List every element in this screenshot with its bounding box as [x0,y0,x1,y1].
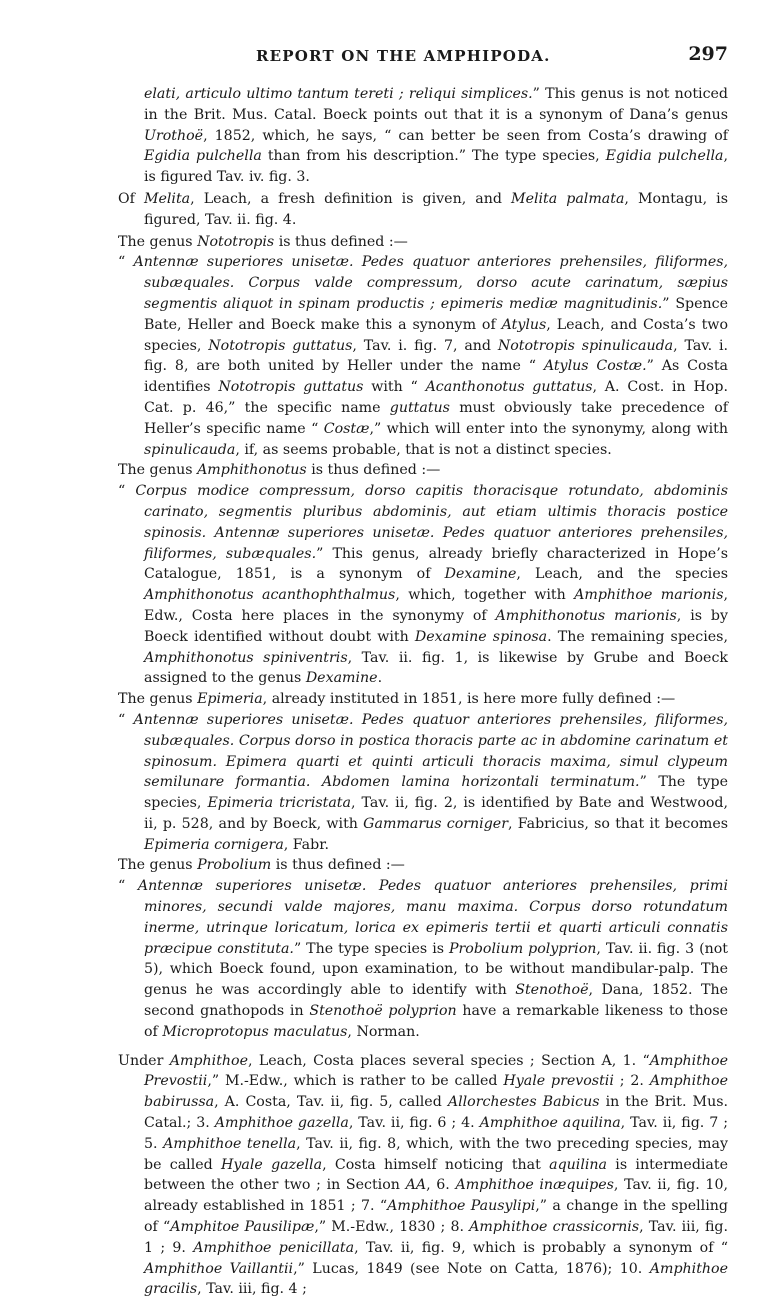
paragraph-nototropis-definition: “ Antennæ superiores unisetæ. Pedes quatuor anteriores prehensiles, filiformes, subæquales. Corpus valde compressum, dorso acute carinatum, sæpius segmentis aliquot in spinam productis ; epimeris mediæ magnitudinis.” Spence Bate, Heller and Boeck make this a synonym of Atylus, Leach, and Costa’s two species, Nototropis guttatus, Tav. i. fig. 7, and Nototropis spinulicauda, Tav. i. fig. 8, are both united by Heller under the name “ Atylus Costæ.” As Costa identifies Nototropis guttatus with “ Acanthonotus guttatus, A. Cost. in Hop. Cat. p. 46,” the specific name guttatus must obviously take precedence of Heller’s specific name “ Costæ,” which will enter into the synonymy, along with spinulicauda, if, as seems probable, that is not a distinct species. [118,254,729,458]
paragraph-epimeria-definition: “ Antennæ superiores unisetæ. Pedes quatuor anteriores prehensiles, filiformes, subæquales. Corpus dorso in postica thoracis parte ac in abdomine carinatum et spinosum. Epimera quarti et quinti articuli thoracis maxima, simul clypeum semilunare formantia. Abdomen lamina horizontali terminatum.” The type species, Epimeria tricristata, Tav. ii, fig. 2, is identified by Bate and Westwood, ii, p. 528, and by Boeck, with Gammarus corniger, Fabricius, so that it becomes Epimeria cornigera, Fabr. [118,711,729,853]
paragraph-probolium-definition: “ Antennæ superiores unisetæ. Pedes quatuor anteriores prehensiles, primi minores, secundi valde majores, manu maxima. Corpus dorso rotundatum inerme, utrinque loricatum, lorica ex epimeris tertii et quarti articuli connatis præcipue constituta.” The type species is Probolium polyprion, Tav. ii. fig. 3 (not 5), which Boeck found, upon examination, to be without mandibular-palp. The genus he was accordingly able to identify with Stenothoë, Dana, 1852. The second gnathopods in Stenothoë polyprion have a remarkable likeness to those of Microprotopus maculatus, Norman. [118,878,729,1040]
page-body [118,84,728,1300]
page-number: 297 [688,43,728,65]
heading-nototropis: The genus Nototropis is thus defined :— [118,233,408,250]
running-title: REPORT ON THE AMPHIPODA. [256,47,551,65]
paragraph-amphithoe-species: Under Amphithoe, Leach, Costa places several species ; Section A, 1. “Amphithoe Prevostii,” M.-Edw., which is rather to be called Hyale prevostii ; 2. Amphithoe babirussa, A. Costa, Tav. ii, fig. 5, called Allorchestes Babicus in the Brit. Mus. Catal.; 3. Amphithoe gazella, Tav. ii, fig. 6 ; 4. Amphithoe aquilina, Tav. ii, fig. 7 ; 5. Amphithoe tenella, Tav. ii, fig. 8, which, with the two preceding species, may be called Hyale gazella, Costa himself noticing that aquilina is intermediate between the other two ; in Section AA, 6. Amphithoe inæquipes, Tav. ii, fig. 10, already established in 1851 ; 7. “Amphithoe Pausylipi,” a change in the spelling of “Amphitoe Pausilipæ,” M.-Edw., 1830 ; 8. Amphithoe crassicornis, Tav. iii, fig. 1 ; 9. Amphithoe penicillata, Tav. ii, fig. 9, which is probably a synonym of “ Amphithoe Vaillantii,” Lucas, 1849 (see Note on Catta, 1876); 10. Amphithoe gracilis, Tav. iii, fig. 4 ; [118,1052,729,1298]
paragraph-amphithonotus-definition: “ Corpus modice compressum, dorso capitis thoracisque rotundato, abdominis carinato, segmentis pluribus abdominis, aut etiam ultimis thoracis postice spinosis. Antennæ superiores unisetæ. Pedes quatuor anteriores prehensiles, filiformes, subæquales.” This genus, already briefly characterized in Hope’s Catalogue, 1851, is a synonym of Dexamine, Leach, and the species Amphithonotus acanthophthalmus, which, together with Amphithoe marionis, Edw., Costa here places in the synonymy of Amphithonotus marionis, is by Boeck identified without doubt with Dexamine spinosa. The remaining species, Amphithonotus spiniventris, Tav. ii. fig. 1, is likewise by Grube and Boeck assigned to the genus Dexamine. [118,483,729,687]
heading-epimeria: The genus Epimeria, already instituted in 1851, is here more fully defined :— [118,691,676,708]
page-header [118,44,728,68]
paragraph-melita: Of Melita, Leach, a fresh definition is given, and Melita palmata, Montagu, is figured, Tav. ii. fig. 4. [118,190,728,228]
heading-probolium: The genus Probolium is thus defined :— [118,857,405,874]
heading-amphithonotus: The genus Amphithonotus is thus defined :— [118,462,441,479]
paragraph-egidia-continuation: elati, articulo ultimo tantum tereti ; reliqui simplices.” This genus is not noticed in the Brit. Mus. Catal. Boeck points out that it is a synonym of Dana’s genus Urothoë, 1852, which, he says, “ can better be seen from Costa’s drawing of Egidia pulchella than from his description.” The type species, Egidia pulchella, is figured Tav. iv. fig. 3. [144,86,729,186]
